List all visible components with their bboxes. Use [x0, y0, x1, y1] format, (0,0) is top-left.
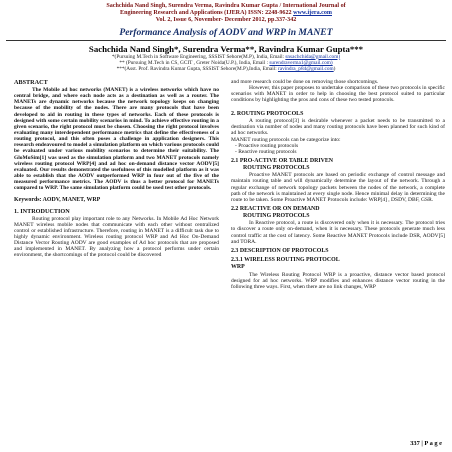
author-list: Sachchida Nand Singh*, Surendra Verma**, Ravindra Kumar Gupta***	[88, 43, 364, 54]
abstract-text: The Mobile ad hoc networks (MANET) is a wireless networks which have no central bridge, and where each node acts as a destination as well as a router. The MANETs are dynamic networks because the network topology keeps on changing because of the mobility of the nodes. There are many protocols that have been developed to aid in routing in these types of networks. Each of these protocols is designed with some certain mobility scenarios in mind. To achieve effective routing in a given scenario, the right protocol must be chosen. Choosing the right protocol involves evaluating many interdependent performance metrics that define the effectiveness of a routing protocol, and this often poses a challenge in application designers. This research endeavoured to model a simulation platform on which various protocols could be evaluated under various mobility scenarios to determine their suitability. The GloMoSim[1] was used as the simulation platform and two MANET protocols namely wireless routing protocol WRP[4] and ad hoc on-demand distance vector AODV[5] evaluated. Our results demonstrated the usefulness of this modelled platform as it was able to establish that the AODV outperformed WRP in four out of the five of the measured performance metrics. The AODV is thus a better protocol for MANETs compared to WRP. The same simulation platform could be used test other protocols.	[14, 86, 219, 192]
affiliation-3	[6, 66, 446, 72]
routing-protocols-list-intro: MANET routing protocols can be categorize into:	[231, 136, 341, 143]
wrp-heading	[231, 257, 445, 270]
proactive-heading-line1: 2.1 PRO-ACTIVE OR TABLE DRIVEN	[231, 158, 334, 165]
affiliation-1-text: *(Pursuing M.Tech in Software Engineering, SSSIST Sehore(M.P), India, Email:	[111, 53, 285, 60]
introduction-text: Routing protocol play important role to any Networks. In Mobile Ad Hoc Network MANET wireless mobile nodes that communicate with each other without centralized control or established infrastructure. Therefore, routing in MANET is a difficult task due to highly dynamic environment. Wireless routing protocol WRP and Ad Hoc On-Demand Distance Vector Routing AODV are good examples of Ad hoc protocols that are proposed and implemented in MANET. By analyzing how a protocol performs under certain environment, the shortcomings of the protocol could be discovered	[14, 215, 219, 259]
reactive-text: In Reactive protocol, a route is discovered only when it is necessary. The protocol tries to discover a route only on-demand, when it is necessary. These protocols generate much less control traffic at the cost of latency. Some Reactive MANET Protocols include DSR, AODV[5] and TORA.	[231, 220, 445, 245]
routing-protocols-text: A routing protocol[3] is desirable whenever a packet needs to be transmitted to a destination via number of nodes and many routing protocols have been planned for such kind of ad hoc networks.	[231, 118, 445, 137]
abstract-heading: ABSTRACT	[14, 78, 48, 86]
wrp-heading-line1: 2.3.1 WIRELESS ROUTING PROTOCOL	[231, 257, 340, 264]
keywords: Keywords: AODV, MANET, WRP	[14, 196, 101, 203]
reactive-heading-line2: ROUTING PROTOCOLS	[243, 212, 310, 219]
affiliation-3-text: ***(Asst. Prof. Ravindra Kumar Gupta, SSSIST Sehore(M.P),India, Email:	[116, 65, 277, 72]
title-divider	[6, 40, 446, 41]
routing-protocols-heading: 2. ROUTING PROTOCOLS	[231, 110, 304, 117]
list-item-proactive: - Proactive routing protocols	[235, 142, 299, 149]
journal-website-link[interactable]: www.ijera.com	[293, 10, 332, 17]
journal-header-line3: Vol. 2, Issue 6, November- December 2012, pp.337-342	[155, 17, 297, 24]
affiliation-3-email[interactable]: ravindra_p84@gmail.com	[278, 65, 334, 72]
reactive-heading-line1: 2.2 REACTIVE OR ON DEMAND	[231, 206, 320, 213]
journal-issn: Engineering Research and Applications (IJERA) ISSN: 2248-9622	[120, 10, 292, 17]
introduction-continued: and more research could be done on removing those shortcomings.	[231, 78, 379, 85]
affiliation-1-email[interactable]: snsachchida@gmail.com)	[285, 53, 341, 60]
left-column	[14, 79, 219, 290]
proactive-text: Proactive MANET protocols are based on periodic exchange of control message and maintain routing table and will dynamically determine the layout of the network. Through a regular exchange of network topology packets between the nodes of the network, a complete path of the network is maintained at every single node. Hence minimal delay in determining the route to be taken. Some Proactive MANET Protocols include: WRP[4] , DSDV, DBF, GSR.	[231, 172, 445, 203]
right-column	[231, 79, 445, 290]
description-heading: 2.3 DESCRIPTION OF PROTOCOLS	[231, 247, 329, 254]
journal-header	[6, 3, 446, 25]
proactive-heading	[231, 158, 445, 171]
journal-header-line2	[6, 10, 446, 17]
proactive-heading-line2: ROUTING PROTOCOLS	[243, 164, 310, 171]
affiliation-2-email[interactable]: surendraverma1@gmail.com)	[269, 59, 333, 66]
journal-header-line1: Sachchida Nand Singh, Surendra Verma, Ravindra Kumar Gupta / International Journal of	[106, 3, 346, 9]
page-number: 337 | P a g e	[410, 440, 442, 447]
affiliation-2-text: ** (Pursuing M.Tech in CS, GCIT , Greter Noida(U.P.), India, Email :	[119, 59, 269, 66]
affiliation-3-close: )	[333, 65, 336, 72]
wrp-heading-line2: WRP	[231, 264, 245, 271]
list-item-reactive: - Reactive routing protocols	[235, 148, 297, 155]
reactive-heading	[231, 206, 445, 219]
body-columns	[6, 79, 446, 290]
introduction-paragraph-2: However, this paper proposes to undertake comparison of these two protocols in specific scenarios with MANET in order to help in choosing the best protocol suited to particular conditions by highlighting the pros and cons of these two tested protocols.	[231, 85, 445, 104]
paper-title: Performance Analysis of AODV and WRP in MANET	[119, 26, 333, 38]
introduction-heading: 1. INTRODUCTION	[14, 207, 70, 215]
wrp-text: The Wireless Routing Protocol WRP is a proactive, distance vector based protocol designed for ad hoc networks. WRP modifies and enhances distance vector routing in the following three ways. First, when there are no link changes, WRP	[231, 271, 445, 290]
spacer	[231, 104, 445, 108]
